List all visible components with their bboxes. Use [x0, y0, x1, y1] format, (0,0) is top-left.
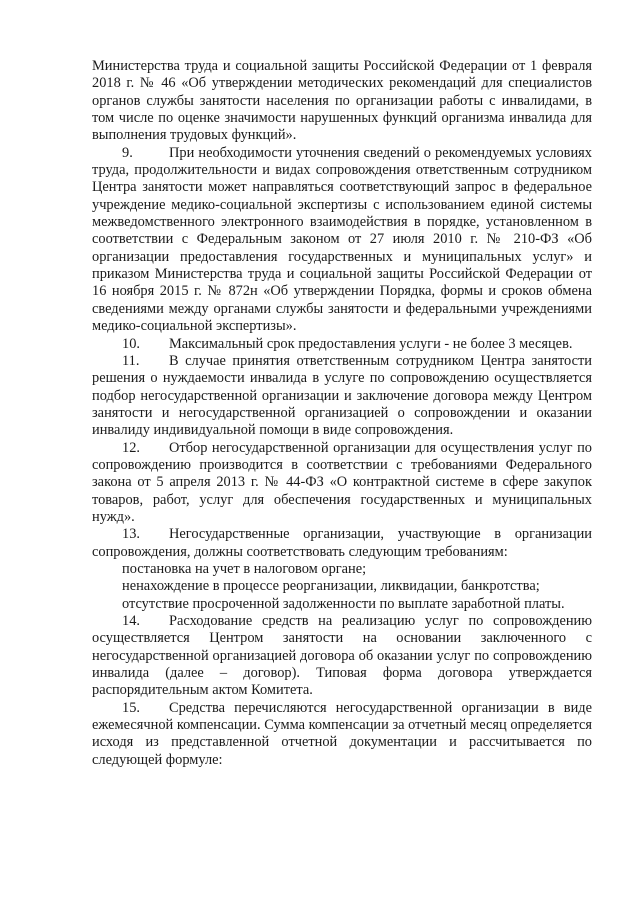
paragraph-9 [92, 145, 592, 336]
paragraph-number: 15. [122, 699, 140, 716]
paragraph-text: Максимальный срок предоставления услуги - не более 3 месяцев. [169, 335, 573, 352]
paragraph-number: 14. [122, 613, 140, 629]
requirement-item [92, 596, 592, 613]
requirement-text: отсутствие просроченной задолженности по выплате заработной платы. [122, 595, 565, 612]
paragraph-text: При необходимости уточнения сведений о рекомендуемых условиях труда, продолжительности и видах сопровождения ответственным сотрудником Центра занятости может направляться соответствующий запрос в федеральное учреждение медико-социальной экспертизы с использованием единой системы межведомственного электронного взаимодействия в порядке, установленном в соответствии с Федеральным законом от 27 июля 2010 г. № 210-ФЗ «Об организации предоставления государственных и муниципальных услуг» и приказом Министерства труда и социальной защиты Российской Федерации от 16 ноября 2015 г. № 872н «Об утверждении Порядка, формы и сроков обмена сведениями между органами службы занятости и федеральными учреждениями медико-социальной экспертизы». [92, 144, 592, 335]
paragraph-continuation [92, 58, 592, 145]
paragraph-number: 10. [122, 335, 140, 352]
paragraph-text: Отбор негосударственной организации для осуществления услуг по сопровождению производится в соответствии с требованиями Федерального закона от 5 апреля 2013 г. № 44-ФЗ «О контрактной системе в сфере закупок товаров, работ, услуг для обеспечения государственных и муниципальных нужд». [92, 439, 592, 525]
paragraph-10 [92, 336, 592, 353]
paragraph-12 [92, 440, 592, 527]
paragraph-text: Министерства труда и социальной защиты Российской Федерации от 1 февраля 2018 г. № 46 «Об утверждении методических рекомендаций для специалистов органов службы занятости населения по организации работы с инвалидами, в том числе по оценке значимости нарушенных функций организма инвалида для выполнения трудовых функций». [92, 58, 592, 144]
paragraph-text: Расходование средств на реализацию услуг по сопровождению осуществляется Центром занятости на основании заключенного с негосударственной организацией договора об оказании услуг по сопровождению инвалида (далее – договор). Типовая форма договора утверждается распорядительным актом Комитета. [92, 613, 592, 699]
paragraph-14 [92, 613, 592, 700]
requirement-item [92, 561, 592, 578]
paragraph-number: 13. [122, 526, 140, 543]
paragraph-13 [92, 526, 592, 561]
paragraph-11 [92, 353, 592, 440]
paragraph-number: 9. [122, 144, 133, 161]
paragraph-text: Средства перечисляются негосударственной организации в виде ежемесячной компенсации. Сумма компенсации за отчетный месяц определяется исходя из представленной отчетной документации и рассчитывается по следующей формуле: [92, 699, 592, 768]
paragraph-number: 12. [122, 439, 140, 456]
paragraph-text: Негосударственные организации, участвующие в организации сопровождения, должны соответствовать следующим требованиям: [92, 526, 592, 560]
paragraph-number: 11. [122, 352, 140, 369]
requirement-text: постановка на учет в налоговом органе; [122, 560, 367, 577]
requirement-text: ненахождение в процессе реорганизации, ликвидации, банкротства; [122, 578, 540, 595]
paragraph-text: В случае принятия ответственным сотрудником Центра занятости решения о нуждаемости инвалида в услуге по сопровождению осуществляется подбор негосударственной организации и заключение договора между Центром занятости и негосударственной организацией о сопровождении и оказании инвалиду индивидуальной помощи в виде сопровождения. [92, 352, 592, 439]
requirement-item [92, 578, 592, 595]
paragraph-15 [92, 700, 592, 769]
